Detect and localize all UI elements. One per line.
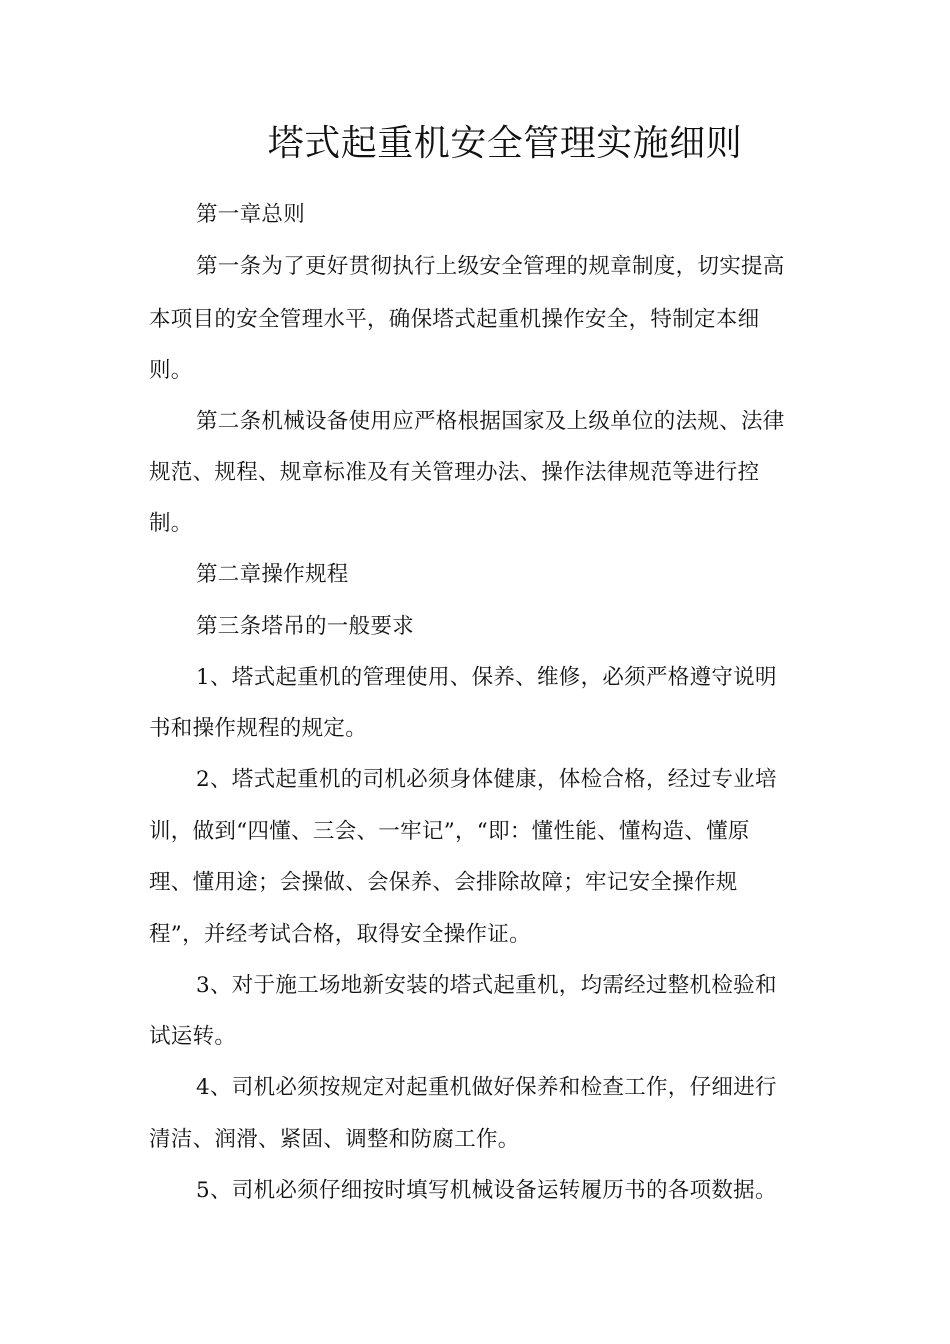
article-heading: 第三条塔吊的一般要求 xyxy=(196,614,415,639)
paragraph-line: 清洁、润滑、紧固、调整和防腐工作。 xyxy=(149,1127,520,1152)
paragraph-line: 程”，并经考试合格，取得安全操作证。 xyxy=(149,922,531,947)
paragraph-line: 则。 xyxy=(149,358,193,383)
paragraph-line: 规范、规程、规章标准及有关管理办法、操作法律规范等进行控 xyxy=(149,460,760,485)
paragraph-line: 第一条为了更好贯彻执行上级安全管理的规章制度，切实提高 xyxy=(196,254,785,279)
chapter-heading: 第二章操作规程 xyxy=(196,562,349,587)
document-title: 塔式起重机安全管理实施细则 xyxy=(267,123,743,164)
chapter-heading: 第一章总则 xyxy=(196,202,306,227)
paragraph-line: 2、塔式起重机的司机必须身体健康，体检合格，经过专业培 xyxy=(196,767,777,792)
paragraph-line: 训，做到“四懂、三会、一牢记”，“即：懂性能、懂构造、懂原 xyxy=(149,819,750,844)
paragraph-line: 制。 xyxy=(149,511,193,536)
paragraph-line: 试运转。 xyxy=(149,1024,237,1049)
paragraph-line: 书和操作规程的规定。 xyxy=(149,716,368,741)
paragraph-line: 4、司机必须按规定对起重机做好保养和检查工作，仔细进行 xyxy=(196,1075,777,1100)
paragraph-line: 1、塔式起重机的管理使用、保养、维修，必须严格遵守说明 xyxy=(196,665,777,690)
paragraph-line: 第二条机械设备使用应严格根据国家及上级单位的法规、法律 xyxy=(196,409,785,434)
paragraph-line: 3、对于施工场地新安装的塔式起重机，均需经过整机检验和 xyxy=(196,973,777,998)
paragraph-line: 5、司机必须仔细按时填写机械设备运转履历书的各项数据。 xyxy=(196,1178,777,1203)
paragraph-line: 本项目的安全管理水平，确保塔式起重机操作安全，特制定本细 xyxy=(149,307,760,332)
paragraph-line: 理、懂用途；会操做、会保养、会排除故障；牢记安全操作规 xyxy=(149,870,738,895)
